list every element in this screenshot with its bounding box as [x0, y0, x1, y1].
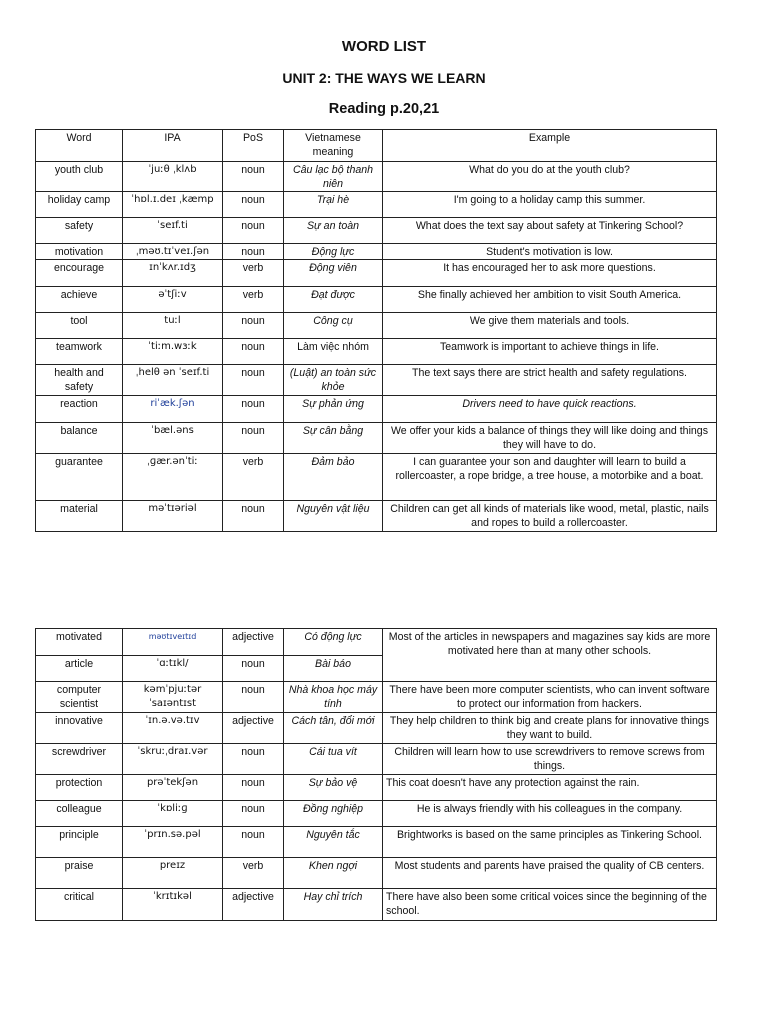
- vietnamese-cell: Động viên: [284, 260, 383, 287]
- word-cell: motivated: [36, 629, 123, 656]
- pos-cell: noun: [223, 423, 284, 454]
- ipa-cell: ˈskruːˌdraɪ.vər: [123, 744, 223, 775]
- header-vietnamese: Vietnamese meaning: [284, 130, 383, 162]
- ipa-cell: ˈbæl.əns: [123, 423, 223, 454]
- table-row: [36, 744, 717, 775]
- vietnamese-cell: (Luật) an toàn sức khỏe: [284, 365, 383, 396]
- table-row: [36, 682, 717, 713]
- ipa-cell: riˈæk.ʃən: [123, 396, 223, 423]
- word-cell: safety: [36, 218, 123, 244]
- table-row: [36, 713, 717, 744]
- ipa-cell: ˈkɒliːɡ: [123, 801, 223, 827]
- ipa-cell: ˌhelθ ən ˈseɪf.ti: [123, 365, 223, 396]
- ipa-cell: tuːl: [123, 313, 223, 339]
- vietnamese-cell: Cái tua vít: [284, 744, 383, 775]
- word-list-table-1: [35, 129, 717, 532]
- example-cell: They help children to think big and create plans for innovative things they want to build.: [383, 713, 717, 744]
- word-cell: balance: [36, 423, 123, 454]
- vietnamese-cell: Trại hè: [284, 192, 383, 218]
- example-cell: Teamwork is important to achieve things in life.: [383, 339, 717, 365]
- table-row: [36, 365, 717, 396]
- pos-cell: noun: [223, 313, 284, 339]
- pos-cell: noun: [223, 396, 284, 423]
- table-row: [36, 287, 717, 313]
- vietnamese-cell: Đồng nghiệp: [284, 801, 383, 827]
- table-row: [36, 192, 717, 218]
- word-cell: colleague: [36, 801, 123, 827]
- example-cell: Student's motivation is low.: [383, 244, 717, 260]
- word-cell: achieve: [36, 287, 123, 313]
- word-cell: protection: [36, 775, 123, 801]
- pos-cell: adjective: [223, 629, 284, 656]
- example-cell: Most students and parents have praised the quality of CB centers.: [383, 858, 717, 889]
- ipa-cell: məʊtɪveɪtɪd: [123, 629, 223, 656]
- pos-cell: noun: [223, 162, 284, 192]
- table-header-row: [36, 130, 717, 162]
- vietnamese-cell: Đảm bảo: [284, 454, 383, 501]
- ipa-cell: ɪnˈkʌr.ɪdʒ: [123, 260, 223, 287]
- table-row: [36, 775, 717, 801]
- vietnamese-cell: Nguyên tắc: [284, 827, 383, 858]
- vietnamese-cell: Hay chỉ trích: [284, 889, 383, 921]
- example-cell: I can guarantee your son and daughter will learn to build a rollercoaster, a rope bridge, a tree house, a motorbike and a boat.: [383, 454, 717, 501]
- word-cell: computer scientist: [36, 682, 123, 713]
- vietnamese-cell: Sự bảo vệ: [284, 775, 383, 801]
- ipa-cell: ˌɡær.ənˈtiː: [123, 454, 223, 501]
- vietnamese-cell: Bài báo: [284, 656, 383, 682]
- example-cell: What do you do at the youth club?: [383, 162, 717, 192]
- pos-cell: noun: [223, 339, 284, 365]
- header-pos: PoS: [223, 130, 284, 162]
- example-cell: Children can get all kinds of materials like wood, metal, plastic, nails and ropes to build a rollercoaster.: [383, 501, 717, 532]
- table-row: [36, 501, 717, 532]
- vietnamese-cell: Nguyên vật liệu: [284, 501, 383, 532]
- example-cell: We offer your kids a balance of things they will like doing and things they will have to do.: [383, 423, 717, 454]
- table-row: [36, 218, 717, 244]
- word-cell: praise: [36, 858, 123, 889]
- ipa-cell: kəmˈpjuːtər ˈsaɪəntɪst: [123, 682, 223, 713]
- example-cell: Most of the articles in newspapers and magazines say kids are more motivated here than at many other schools.: [383, 629, 717, 682]
- word-cell: principle: [36, 827, 123, 858]
- example-cell: I'm going to a holiday camp this summer.: [383, 192, 717, 218]
- vietnamese-cell: Động lực: [284, 244, 383, 260]
- pos-cell: noun: [223, 192, 284, 218]
- pos-cell: noun: [223, 801, 284, 827]
- page-title: WORD LIST: [341, 38, 427, 55]
- pos-cell: noun: [223, 365, 284, 396]
- table-row: [36, 801, 717, 827]
- table-row: [36, 827, 717, 858]
- table-row: [36, 889, 717, 921]
- vietnamese-cell: Khen ngợi: [284, 858, 383, 889]
- vietnamese-cell: Sự cân bằng: [284, 423, 383, 454]
- ipa-cell: məˈtɪəriəl: [123, 501, 223, 532]
- pos-cell: noun: [223, 244, 284, 260]
- example-cell: Brightworks is based on the same principles as Tinkering School.: [383, 827, 717, 858]
- pos-cell: verb: [223, 454, 284, 501]
- table-row: [36, 244, 717, 260]
- ipa-cell: ˈjuːθ ˌklʌb: [123, 162, 223, 192]
- word-cell: youth club: [36, 162, 123, 192]
- vietnamese-cell: Làm việc nhóm: [284, 339, 383, 365]
- ipa-cell: ˈseɪf.ti: [123, 218, 223, 244]
- ipa-cell: prəˈtekʃən: [123, 775, 223, 801]
- example-cell: There have been more computer scientists, who can invent software to protect our information from hackers.: [383, 682, 717, 713]
- example-cell: We give them materials and tools.: [383, 313, 717, 339]
- word-cell: guarantee: [36, 454, 123, 501]
- vietnamese-cell: Có động lực: [284, 629, 383, 656]
- word-cell: article: [36, 656, 123, 682]
- table-row: [36, 858, 717, 889]
- header-example: Example: [383, 130, 717, 162]
- header-word: Word: [36, 130, 123, 162]
- example-cell: It has encouraged her to ask more questions.: [383, 260, 717, 287]
- pos-cell: adjective: [223, 889, 284, 921]
- pos-cell: noun: [223, 656, 284, 682]
- word-cell: screwdriver: [36, 744, 123, 775]
- example-cell: This coat doesn't have any protection against the rain.: [383, 775, 717, 801]
- ipa-cell: ˈhɒl.ɪ.deɪ ˌkæmp: [123, 192, 223, 218]
- ipa-cell: ˈkrɪtɪkəl: [123, 889, 223, 921]
- word-cell: tool: [36, 313, 123, 339]
- word-cell: motivation: [36, 244, 123, 260]
- word-cell: reaction: [36, 396, 123, 423]
- pos-cell: verb: [223, 858, 284, 889]
- example-cell: Children will learn how to use screwdrivers to remove screws from things.: [383, 744, 717, 775]
- example-cell: What does the text say about safety at Tinkering School?: [383, 218, 717, 244]
- pos-cell: noun: [223, 501, 284, 532]
- ipa-cell: ˈɑːtɪkl/: [123, 656, 223, 682]
- vietnamese-cell: Công cụ: [284, 313, 383, 339]
- table-row: [36, 339, 717, 365]
- pos-cell: adjective: [223, 713, 284, 744]
- table-row: [36, 629, 717, 656]
- ipa-cell: ˈprɪn.sə.pəl: [123, 827, 223, 858]
- ipa-cell: ˌməʊ.tɪˈveɪ.ʃən: [123, 244, 223, 260]
- vietnamese-cell: Cách tân, đổi mới: [284, 713, 383, 744]
- table-row: [36, 454, 717, 501]
- example-cell: The text says there are strict health and safety regulations.: [383, 365, 717, 396]
- example-cell: She finally achieved her ambition to visit South America.: [383, 287, 717, 313]
- vietnamese-cell: Câu lạc bộ thanh niên: [284, 162, 383, 192]
- pos-cell: verb: [223, 260, 284, 287]
- word-cell: innovative: [36, 713, 123, 744]
- pos-cell: noun: [223, 218, 284, 244]
- vietnamese-cell: Sự phản ứng: [284, 396, 383, 423]
- pos-cell: noun: [223, 682, 284, 713]
- table-row: [36, 260, 717, 287]
- vietnamese-cell: Nhà khoa học máy tính: [284, 682, 383, 713]
- ipa-cell: ˈtiːm.wɜːk: [123, 339, 223, 365]
- word-cell: material: [36, 501, 123, 532]
- word-cell: teamwork: [36, 339, 123, 365]
- unit-title: UNIT 2: THE WAYS WE LEARN: [282, 70, 486, 86]
- table-row: [36, 162, 717, 192]
- header-ipa: IPA: [123, 130, 223, 162]
- example-cell: He is always friendly with his colleagues in the company.: [383, 801, 717, 827]
- example-cell: There have also been some critical voices since the beginning of the school.: [383, 889, 717, 921]
- word-cell: holiday camp: [36, 192, 123, 218]
- word-cell: encourage: [36, 260, 123, 287]
- example-cell: Drivers need to have quick reactions.: [383, 396, 717, 423]
- table-row: [36, 396, 717, 423]
- word-cell: health and safety: [36, 365, 123, 396]
- pos-cell: noun: [223, 827, 284, 858]
- vietnamese-cell: Sự an toàn: [284, 218, 383, 244]
- word-cell: critical: [36, 889, 123, 921]
- word-list-table-2: [35, 628, 717, 921]
- pos-cell: noun: [223, 775, 284, 801]
- pos-cell: noun: [223, 744, 284, 775]
- ipa-cell: əˈtʃiːv: [123, 287, 223, 313]
- table-row: [36, 313, 717, 339]
- pos-cell: verb: [223, 287, 284, 313]
- table-row: [36, 423, 717, 454]
- ipa-cell: ˈɪn.ə.və.tɪv: [123, 713, 223, 744]
- ipa-cell: preɪz: [123, 858, 223, 889]
- reading-title: Reading p.20,21: [328, 101, 440, 117]
- vietnamese-cell: Đạt được: [284, 287, 383, 313]
